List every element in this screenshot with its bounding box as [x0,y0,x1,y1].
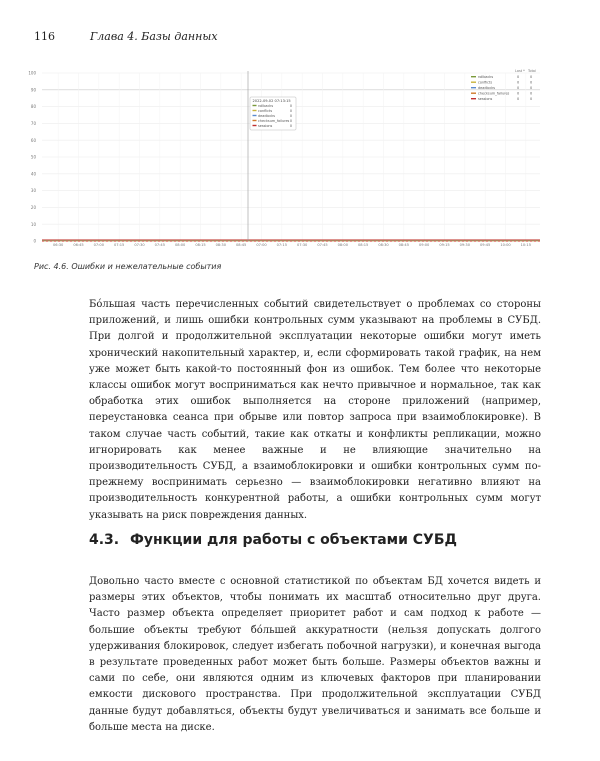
legend-swatch [471,87,476,88]
x-tick-label: 08:45 [235,243,247,247]
x-tick-label: 08:15 [357,243,369,247]
errors-chart-figure [26,64,546,254]
legend-swatch [471,76,476,77]
section-title-text: Функции для работы с объектами СУБД [130,532,457,548]
y-tick-label: 90 [30,87,36,93]
y-tick-label: 60 [30,137,36,143]
legend-total-value: 0 [530,97,533,101]
x-tick-label: 06:45 [73,243,84,247]
tooltip-series-value: 0 [289,109,292,113]
tooltip-series-name: sessions [258,124,273,128]
tooltip-series-name: conflicts [258,109,273,113]
paragraph-2: Довольно часто вместе с основной статистикой по объектам БД хочется видеть и размеры этих объектов, чтобы понимать их масштаб относительно друг друга. Часто размер объекта определяет приоритет работ и сам подход к работе — большие объекты требуют бо́льшей аккуратности (нельзя допускать долгого удерживания блокировок, следует избегать побочной нагрузки), и конечная выгода в результате проведенных работ может быть больше. Размеры объектов важны и сами по себе, они являются одним из ключевых факторов при планировании емкости дискового пространства. При продолжительной эксплуатации СУБД данные будут добавляться, объекты будут увеличиваться и занимать все больше и больше места на диске. [89,576,541,733]
y-tick-label: 80 [30,104,36,110]
x-tick-label: 08:00 [337,243,349,247]
x-tick-label: 07:45 [154,243,166,247]
y-tick-label: 50 [30,154,36,160]
x-tick-label: 08:30 [215,243,227,247]
x-tick-label: 08:00 [174,243,186,247]
legend-last-value: 0 [517,75,520,79]
tooltip-swatch [253,105,257,106]
legend-entry: rollbacks [478,75,494,79]
tooltip-swatch [253,115,257,116]
x-tick-label: 10:15 [520,243,532,247]
running-head [34,30,218,43]
legend-entry: sessions [478,97,493,101]
tooltip-series-value: 0 [289,114,292,118]
legend-total-value: 0 [530,86,533,90]
legend-entry: conflicts [478,80,493,85]
tooltip-series-name: deadlocks [258,114,276,118]
x-tick-label: 10:00 [500,243,511,247]
x-tick-label: 09:45 [479,243,491,247]
tooltip-series-name: checksum_failures [258,119,290,123]
y-tick-label: 100 [28,70,36,76]
legend-total-value: 0 [530,75,533,79]
page-number: 116 [34,30,55,43]
chapter-title: Глава 4. Базы данных [90,30,218,43]
legend-last-value: 0 [517,86,520,90]
x-tick-label: 06:30 [52,243,64,247]
y-tick-label: 10 [30,221,36,227]
x-tick-label: 09:15 [439,243,450,247]
tooltip-swatch [253,110,257,111]
x-tick-label: 07:00 [93,243,105,247]
tooltip-series-value: 0 [289,119,292,123]
legend-header-total: Total [528,69,536,73]
paragraph-1: Бо́льшая часть перечисленных событий свидетельствует о проблемах со стороны приложений, и лишь ошибки контрольных сумм указывают на проблемы в СУБД. При долгой и продолжительной эксплуатации некоторые ошибки могут иметь хронический накопительный характер, и, если сформировать такой график, на нем уже может быть какой-то постоянный фон из ошибок. Тем более что некоторые классы ошибок могут восприниматься как нечто привычное и нормальное, так как обработка этих ошибок выполняется на стороне приложений (например, переустановка сеанса при обрыве или повтор запроса при взаимоблокировке). В таком случае часть событий, такие как откаты и конфликты репликации, можно игнорировать как менее важные и не влияющие значительно на производительность СУБД, а взаимоблокировки и ошибки контрольных сумм по-прежнему воспринимать серьезно — взаимоблокировки негативно влияют на производительность конкурентной работы, а ошибки контрольных сумм могут указывать на риск повреждения данных. [89,299,541,521]
y-tick-label: 70 [30,121,36,126]
section-heading [89,532,457,548]
x-tick-label: 09:30 [459,243,471,247]
section-number: 4.3. [89,532,120,548]
y-tick-label: 30 [30,188,36,194]
tooltip-time: 2022-09-02 07:13:15 [252,99,291,103]
tooltip-series-value: 0 [289,104,292,108]
legend-last-value: 0 [517,91,520,96]
y-tick-label: 40 [30,171,36,177]
tooltip-series-name: rollbacks [258,104,274,108]
legend-total-value: 0 [530,91,533,96]
y-tick-label: 20 [30,205,36,210]
y-tick-label: 0 [33,238,36,244]
x-tick-label: 07:15 [113,243,125,247]
legend-last-value: 0 [517,97,520,101]
tooltip-swatch [253,120,257,121]
legend-entry: deadlocks [478,86,496,90]
x-tick-label: 07:00 [256,243,267,247]
tooltip-series-value: 0 [289,124,292,128]
legend-entry: checksum_failures [478,91,510,96]
legend-header-last: Last * [515,69,525,73]
x-tick-label: 07:15 [276,243,288,247]
legend-swatch [471,98,476,99]
legend-swatch [471,82,476,83]
tooltip-swatch [253,125,257,126]
legend-last-value: 0 [517,80,520,85]
x-tick-label: 08:15 [195,243,206,247]
figure-caption: Рис. 4.6. Ошибки и нежелательные события [34,262,222,271]
x-tick-label: 07:45 [317,243,328,247]
legend-total-value: 0 [530,80,533,85]
x-tick-label: 07:30 [296,243,308,247]
x-tick-label: 07:30 [134,243,145,247]
errors-chart [26,64,546,254]
x-tick-label: 08:30 [378,243,389,247]
legend-swatch [471,93,476,94]
x-tick-label: 09:00 [418,243,430,247]
x-tick-label: 08:45 [398,243,410,247]
